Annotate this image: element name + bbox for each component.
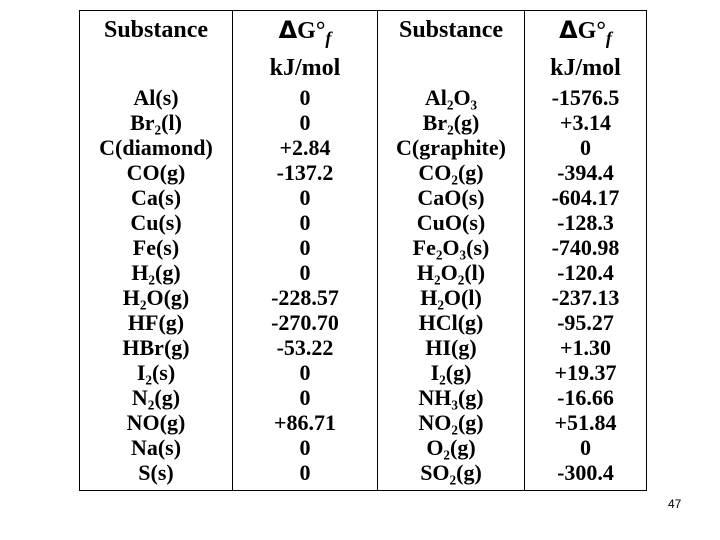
header-row — [80, 11, 647, 86]
gibbs-value-cell: -740.98 — [525, 235, 647, 260]
substance-cell: CO₂(g) — [378, 160, 525, 185]
gibbs-value-cell: -270.70 — [233, 310, 378, 335]
substance-cell: Fe(s) — [80, 235, 233, 260]
substance-cell: CuO(s) — [378, 210, 525, 235]
substance-cell: I₂(s) — [80, 360, 233, 385]
substance-cell: C(diamond) — [80, 135, 233, 160]
substance-cell: NO(g) — [80, 410, 233, 435]
page-number: 47 — [668, 497, 682, 511]
gibbs-value-cell: 0 — [233, 110, 378, 135]
substance-cell: H₂O(g) — [80, 285, 233, 310]
substance-cell: H₂O₂(l) — [378, 260, 525, 285]
gibbs-value-cell: -1576.5 — [525, 85, 647, 110]
table-row — [80, 385, 647, 410]
header-substance-2: Substance — [378, 11, 525, 86]
substance-cell: Cu(s) — [80, 210, 233, 235]
gibbs-value-cell: 0 — [233, 85, 378, 110]
substance-cell: Al₂O₃ — [378, 85, 525, 110]
gibbs-value-cell: +19.37 — [525, 360, 647, 385]
table-row — [80, 235, 647, 260]
gibbs-value-cell: +1.30 — [525, 335, 647, 360]
gibbs-value-cell: -16.66 — [525, 385, 647, 410]
gibbs-value-cell: -237.13 — [525, 285, 647, 310]
gibbs-value-cell: -95.27 — [525, 310, 647, 335]
gibbs-value-cell: 0 — [233, 385, 378, 410]
table-row — [80, 460, 647, 491]
substance-cell: I₂(g) — [378, 360, 525, 385]
gibbs-value-cell: 0 — [233, 235, 378, 260]
substance-cell: Br₂(g) — [378, 110, 525, 135]
substance-cell: NH₃(g) — [378, 385, 525, 410]
table-row — [80, 185, 647, 210]
gibbs-value-cell: -394.4 — [525, 160, 647, 185]
table-row — [80, 410, 647, 435]
gibbs-value-cell: 0 — [233, 360, 378, 385]
substance-cell: C(graphite) — [378, 135, 525, 160]
gibbs-value-cell: +2.84 — [233, 135, 378, 160]
substance-cell: CO(g) — [80, 160, 233, 185]
gibbs-value-cell: +3.14 — [525, 110, 647, 135]
substance-cell: H₂O(l) — [378, 285, 525, 310]
substance-cell: CaO(s) — [378, 185, 525, 210]
gibbs-value-cell: 0 — [233, 185, 378, 210]
gibbs-energy-table — [79, 10, 647, 491]
header-gibbs-1: $\Delta G^\circ_f$ kJ/mol — [233, 11, 378, 86]
gibbs-value-cell: 0 — [233, 260, 378, 285]
substance-cell: Fe₂O₃(s) — [378, 235, 525, 260]
substance-cell: HCl(g) — [378, 310, 525, 335]
table-row — [80, 360, 647, 385]
table-row — [80, 310, 647, 335]
substance-cell: Br₂(l) — [80, 110, 233, 135]
substance-cell: S(s) — [80, 460, 233, 491]
substance-cell: NO₂(g) — [378, 410, 525, 435]
gibbs-value-cell: 0 — [525, 435, 647, 460]
header-substance-1: Substance — [80, 11, 233, 86]
substance-cell: O₂(g) — [378, 435, 525, 460]
header-gibbs-2: $\Delta G^\circ_f$ kJ/mol — [525, 11, 647, 86]
gibbs-value-cell: 0 — [233, 460, 378, 491]
substance-cell: HBr(g) — [80, 335, 233, 360]
substance-cell: SO₂(g) — [378, 460, 525, 491]
gibbs-value-cell: -128.3 — [525, 210, 647, 235]
table-row — [80, 210, 647, 235]
gibbs-value-cell: -604.17 — [525, 185, 647, 210]
table-row — [80, 285, 647, 310]
gibbs-value-cell: 0 — [233, 435, 378, 460]
table-body — [80, 85, 647, 491]
substance-cell: Ca(s) — [80, 185, 233, 210]
gibbs-value-cell: -137.2 — [233, 160, 378, 185]
substance-cell: Na(s) — [80, 435, 233, 460]
gibbs-value-cell: 0 — [233, 210, 378, 235]
table-row — [80, 335, 647, 360]
substance-cell: N₂(g) — [80, 385, 233, 410]
gibbs-value-cell: 0 — [525, 135, 647, 160]
table-row — [80, 160, 647, 185]
gibbs-value-cell: +86.71 — [233, 410, 378, 435]
substance-cell: Al(s) — [80, 85, 233, 110]
gibbs-value-cell: -120.4 — [525, 260, 647, 285]
gibbs-value-cell: +51.84 — [525, 410, 647, 435]
gibbs-value-cell: -228.57 — [233, 285, 378, 310]
table-row — [80, 85, 647, 110]
gibbs-value-cell: -300.4 — [525, 460, 647, 491]
table-row — [80, 260, 647, 285]
table-row — [80, 110, 647, 135]
gibbs-value-cell: -53.22 — [233, 335, 378, 360]
table-row — [80, 135, 647, 160]
substance-cell: HI(g) — [378, 335, 525, 360]
table-row — [80, 435, 647, 460]
substance-cell: H₂(g) — [80, 260, 233, 285]
substance-cell: HF(g) — [80, 310, 233, 335]
